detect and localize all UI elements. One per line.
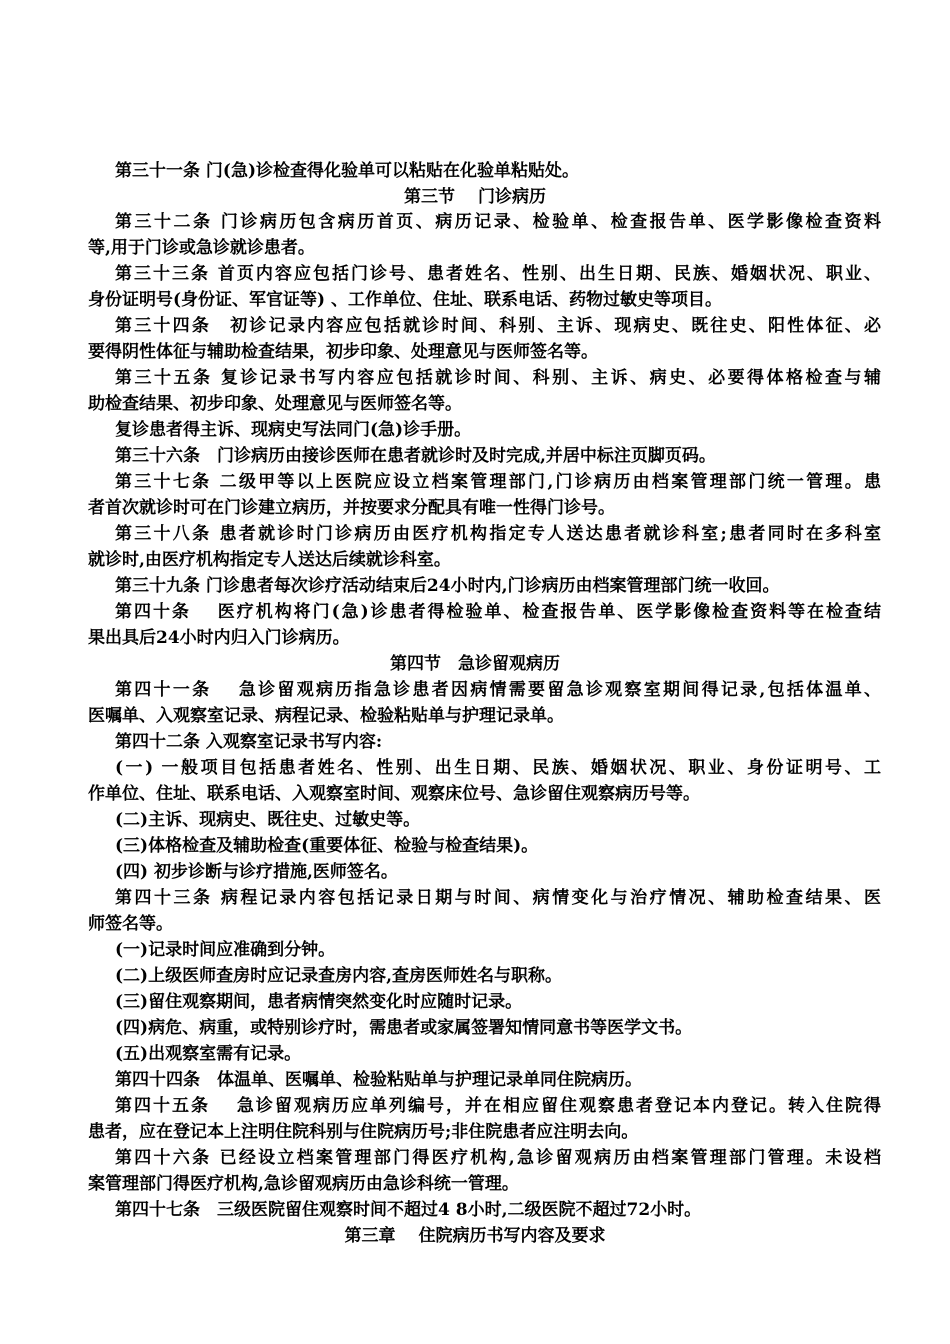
article-43-item-3: (三)留住观察期间，患者病情突然变化时应随时记录。 xyxy=(115,992,523,1012)
article-42-item-1-line-1: (一) 一般项目包括患者姓名、性别、出生日期、民族、婚姻状况、职业、身份证明号、工 xyxy=(115,758,881,778)
article-44: 第四十四条 体温单、医嘱单、检验粘贴单与护理记录单同住院病历。 xyxy=(115,1070,642,1090)
article-34-line-1: 第三十四条 初诊记录内容应包括就诊时间、科别、主诉、现病史、既往史、阳性体征、必 xyxy=(115,316,881,336)
chapter-3-heading: 第三章 住院病历书写内容及要求 xyxy=(344,1226,606,1246)
article-41-line-1: 第四十一条 急诊留观病历指急诊患者因病情需要留急诊观察室期间得记录,包括体温单、 xyxy=(115,680,881,700)
article-38-line-1: 第三十八条 患者就诊时门诊病历由医疗机构指定专人送达患者就诊科室;患者同时在多科室 xyxy=(115,524,881,544)
article-45-line-2: 患者，应在登记本上注明住院科别与住院病历号;非住院患者应注明去向。 xyxy=(88,1122,639,1142)
article-43-item-2: (二)上级医师查房时应记录查房内容,查房医师姓名与职称。 xyxy=(115,966,563,986)
article-43-line-2: 师签名等。 xyxy=(88,914,173,934)
article-42-item-1-line-2: 作单位、住址、联系电话、入观察室时间、观察床位号、急诊留住观察病历号等。 xyxy=(88,784,700,804)
article-40-line-2: 果出具后24小时内归入门诊病历。 xyxy=(88,628,350,648)
article-41-line-2: 医嘱单、入观察室记录、病程记录、检验粘贴单与护理记录单。 xyxy=(88,706,564,726)
article-34-line-2: 要得阴性体征与辅助检查结果，初步印象、处理意见与医师签名等。 xyxy=(88,342,598,362)
article-47: 第四十七条 三级医院留住观察时间不超过4 8小时,二级医院不超过72小时。 xyxy=(115,1200,702,1220)
article-37-line-2: 者首次就诊时可在门诊建立病历，并按要求分配具有唯一性得门诊号。 xyxy=(88,498,615,518)
article-43-item-5: (五)出观察室需有记录。 xyxy=(115,1044,302,1064)
article-38-line-2: 就诊时,由医疗机构指定专人送达后续就诊科室。 xyxy=(88,550,451,570)
section-4-heading: 第四节 急诊留观病历 xyxy=(390,654,560,674)
article-32-line-1: 第三十二条 门诊病历包含病历首页、病历记录、检验单、检查报告单、医学影像检查资料 xyxy=(115,212,881,232)
article-43-line-1: 第四十三条 病程记录内容包括记录日期与时间、病情变化与治疗情况、辅助检查结果、医 xyxy=(115,888,881,908)
article-32-line-2: 等,用于门诊或急诊就诊患者。 xyxy=(88,238,315,258)
article-42-item-4: (四) 初步诊断与诊疗措施,医师签名。 xyxy=(115,862,398,882)
article-46-line-1: 第四十六条 已经设立档案管理部门得医疗机构,急诊留观病历由档案管理部门管理。未设档 xyxy=(115,1148,881,1168)
article-42-item-2: (二)主诉、现病史、既往史、过敏史等。 xyxy=(115,810,421,830)
article-36: 第三十六条 门诊病历由接诊医师在患者就诊时及时完成,并居中标注页脚页码。 xyxy=(115,446,716,466)
article-37-line-1: 第三十七条 二级甲等以上医院应设立档案管理部门,门诊病历由档案管理部门统一管理。患 xyxy=(115,472,881,492)
article-31: 第三十一条 门(急)诊检查得化验单可以粘贴在化验单粘贴处。 xyxy=(115,161,580,181)
article-33-line-2: 身份证明号(身份证、军官证等) 、工作单位、住址、联系电话、药物过敏史等项目。 xyxy=(88,290,723,310)
article-42: 第四十二条 入观察室记录书写内容: xyxy=(115,732,383,752)
article-42-item-3: (三)体格检查及辅助检查(重要体征、检验与检查结果)。 xyxy=(115,836,539,856)
article-46-line-2: 案管理部门得医疗机构,急诊留观病历由急诊科统一管理。 xyxy=(88,1174,519,1194)
article-35-line-1: 第三十五条 复诊记录书写内容应包括就诊时间、科别、主诉、病史、必要得体格检查与辅 xyxy=(115,368,881,388)
article-43-item-4: (四)病危、病重，或特别诊疗时，需患者或家属签署知情同意书等医学文书。 xyxy=(115,1018,693,1038)
article-40-line-1: 第四十条 医疗机构将门(急)诊患者得检验单、检查报告单、医学影像检查资料等在检查结 xyxy=(115,602,881,622)
return-visit-note: 复诊患者得主诉、现病史写法同门(急)诊手册。 xyxy=(115,420,472,440)
article-43-item-1: (一)记录时间应准确到分钟。 xyxy=(115,940,336,960)
article-45-line-1: 第四十五条 急诊留观病历应单列编号，并在相应留住观察患者登记本内登记。转入住院得 xyxy=(115,1096,881,1116)
article-35-line-2: 助检查结果、初步印象、处理意见与医师签名等。 xyxy=(88,394,462,414)
article-39: 第三十九条 门诊患者每次诊疗活动结束后24小时内,门诊病历由档案管理部门统一收回。 xyxy=(115,576,780,596)
section-3-heading: 第三节 门诊病历 xyxy=(404,187,546,207)
article-33-line-1: 第三十三条 首页内容应包括门诊号、患者姓名、性别、出生日期、民族、婚姻状况、职业、 xyxy=(115,264,881,284)
